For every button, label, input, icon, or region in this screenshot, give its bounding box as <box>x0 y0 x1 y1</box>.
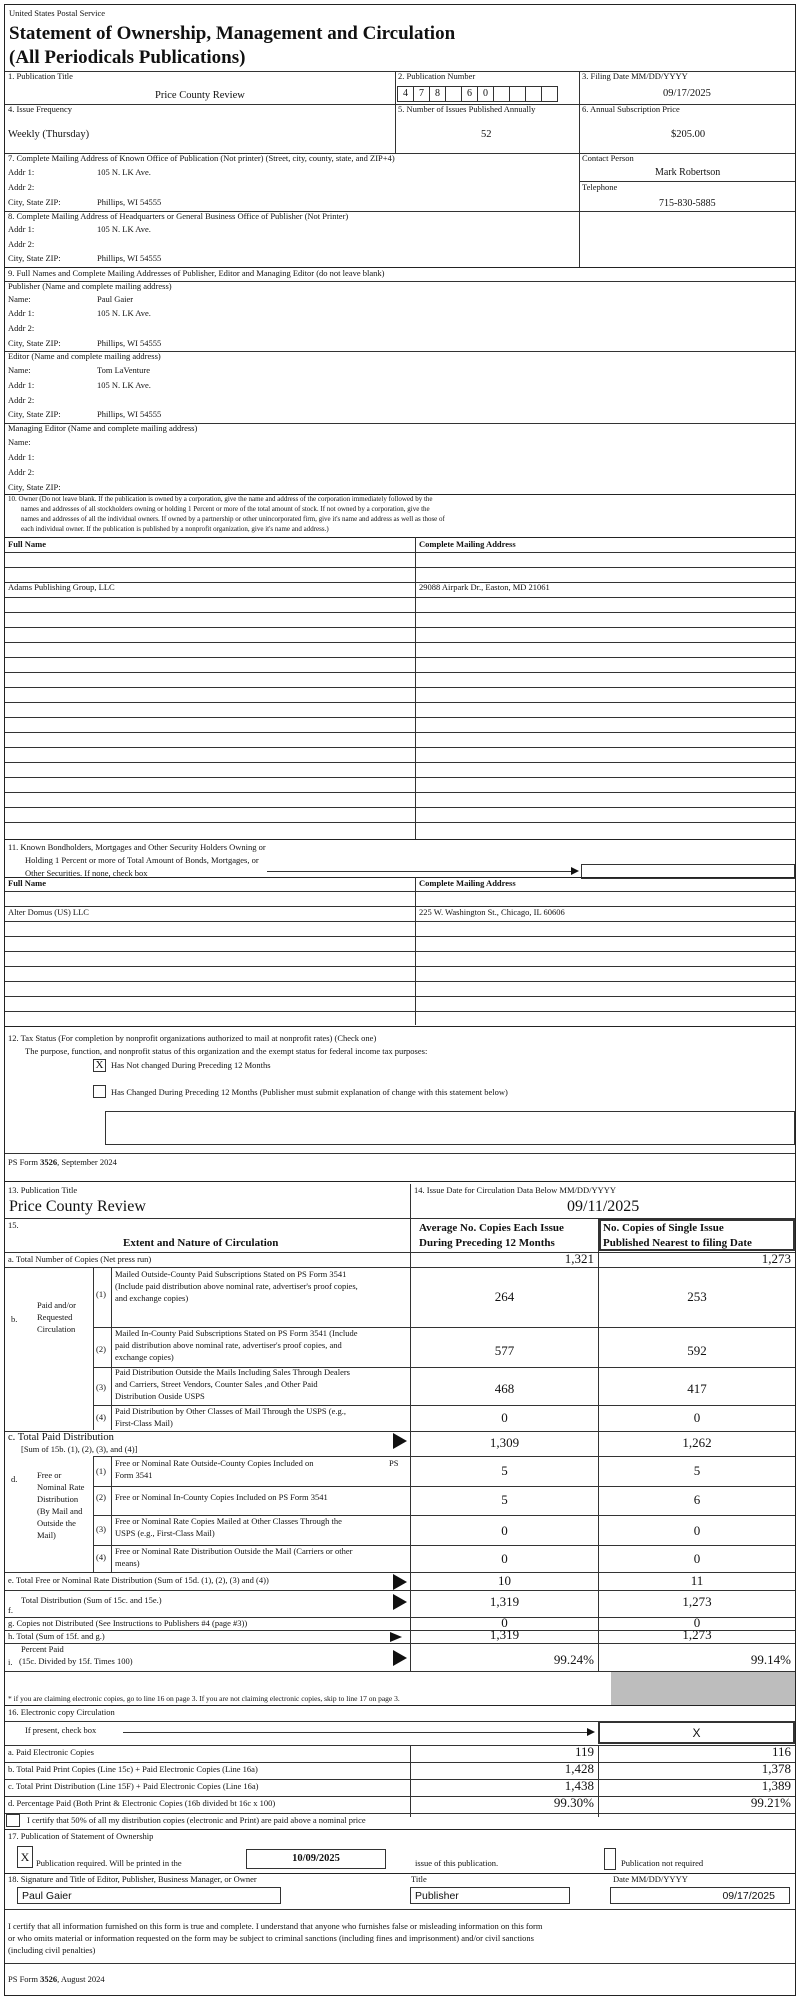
sec9-label: 9. Full Names and Complete Mailing Addresses of Publisher, Editor and Managing Editor (do not leave blank) <box>8 268 385 278</box>
phone-value: 715-830-5885 <box>659 198 716 209</box>
table-rule <box>5 807 795 808</box>
row-c-label: c. Total Paid Distribution <box>8 1432 114 1443</box>
table-rule <box>5 792 795 793</box>
col-single-heading-1: No. Copies of Single Issue <box>603 1222 724 1234</box>
publisher-city: Phillips, WI 54555 <box>97 338 162 348</box>
pub-number-digit: 6 <box>461 86 478 102</box>
publication-not-required-text: Publication not required <box>621 1858 704 1868</box>
pub-title-value: Price County Review <box>155 90 245 101</box>
form-title: Statement of Ownership, Management and Circulation <box>9 23 456 44</box>
sec10-note-3: names and addresses of all the individual owners. If owned by a partnership or other unincorporated firm, give it's name and address as well as those of <box>21 515 445 523</box>
sec8-city-label: City, State ZIP: <box>8 253 61 263</box>
row-f-letter: f. <box>8 1605 13 1615</box>
d1-line2: Form 3541 <box>115 1470 153 1480</box>
d1-ps: PS <box>389 1458 399 1468</box>
row-i-label-2: (15c. Divided by 15f. Times 100) <box>19 1656 133 1666</box>
sec8-addr1: 105 N. LK Ave. <box>97 224 151 234</box>
table-rule <box>5 687 795 688</box>
editor-name: Tom LaVenture <box>97 365 150 375</box>
contact-value: Mark Robertson <box>655 167 721 178</box>
row-f-avg: 1,319 <box>489 1594 520 1609</box>
table-rule <box>5 951 795 952</box>
sec17-label: 17. Publication of Statement of Ownership <box>8 1831 154 1841</box>
sec11-label-1: 11. Known Bondholders, Mortgages and Other Security Holders Owning or <box>8 842 266 852</box>
footer2-form: PS Form <box>8 1974 41 1984</box>
certification-line-1: I certify that all information furnished on this form is true and complete. I understand that anyone who furnishes false or misleading information on this form <box>8 1921 543 1931</box>
publisher-name-label: Name: <box>8 294 31 304</box>
row-h-label: h. Total (Sum of 15f. and g.) <box>8 1631 105 1641</box>
sec12-label: 12. Tax Status (For completion by nonprofit organizations authorized to mail at nonprofit rates) (Check one) <box>8 1033 377 1043</box>
e-row-b-single: 1,378 <box>761 1761 791 1776</box>
row-c-sub: [Sum of 15b. (1), (2), (3), and (4)] <box>21 1444 138 1454</box>
b2-single: 592 <box>687 1343 707 1358</box>
row-b-group-3: Circulation <box>37 1324 76 1334</box>
table-rule <box>5 582 795 583</box>
footer1-num: 3526 <box>40 1157 58 1167</box>
sec16-check-label: If present, check box <box>25 1725 97 1735</box>
table-rule <box>5 672 795 673</box>
d2-num: (2) <box>96 1492 106 1502</box>
publisher-addr1-label: Addr 1: <box>8 308 35 318</box>
row-d-letter: d. <box>11 1474 18 1484</box>
row-f-label: Total Distribution (Sum of 15c. and 15e.) <box>21 1595 162 1605</box>
signer-field[interactable]: Paul Gaier <box>17 1887 281 1904</box>
issues-annually-label: 5. Number of Issues Published Annually <box>398 104 536 114</box>
pub-number-label: 2. Publication Number <box>398 71 476 81</box>
phone-label: Telephone <box>582 182 618 192</box>
sec8-addr2-label: Addr 2: <box>8 239 35 249</box>
pub-title-label: 1. Publication Title <box>8 71 73 81</box>
e-row-d-label: d. Percentage Paid (Both Print & Electronic Copies (16b divided bt 16c x 100) <box>8 1798 276 1808</box>
b3-line1: Paid Distribution Outside the Mails Including Sales Through Dealers <box>115 1367 350 1377</box>
holder-col-addr: Complete Mailing Address <box>419 878 516 888</box>
d4-line2: means) <box>115 1558 140 1568</box>
pub-number-digit: 8 <box>429 86 446 102</box>
row-d-group-5: Outside the <box>37 1518 76 1528</box>
b4-line1: Paid Distribution by Other Classes of Mail Through the USPS (e.g., <box>115 1406 346 1416</box>
sec15-heading: Extent and Nature of Circulation <box>123 1237 279 1249</box>
row-b-group-2: Requested <box>37 1312 73 1322</box>
publication-required-text: Publication required. Will be printed in the <box>36 1858 182 1868</box>
e-row-b-avg: 1,428 <box>564 1761 594 1776</box>
sec10-note-1: 10. Owner (Do not leave blank. If the publication is owned by a corporation, give the name and address of the corporation immediately followed by the <box>8 495 433 503</box>
issue-text: issue of this publication. <box>415 1858 499 1868</box>
sec7-city: Phillips, WI 54555 <box>97 197 162 207</box>
footer-form-sept <box>8 1158 117 1168</box>
row-c-single: 1,262 <box>682 1435 712 1450</box>
filing-date-value: 09/17/2025 <box>663 88 711 99</box>
sec12-line2: The purpose, function, and nonprofit status of this organization and the exempt status for federal income tax purposes: <box>25 1046 428 1056</box>
d3-single: 0 <box>693 1523 701 1538</box>
footer-form-aug <box>8 1975 105 1985</box>
form-subtitle: (All Periodicals Publications) <box>9 47 246 68</box>
b3-single: 417 <box>687 1381 707 1396</box>
signer-date-field[interactable]: 09/17/2025 <box>610 1887 790 1904</box>
tax-changed-checkbox[interactable] <box>93 1085 106 1098</box>
d4-line1: Free or Nominal Rate Distribution Outside the Mail (Carriers or other <box>115 1546 353 1556</box>
subscription-price-label: 6. Annual Subscription Price <box>582 104 680 114</box>
managing-heading: Managing Editor (Name and complete mailing address) <box>8 423 198 433</box>
table-rule <box>5 921 795 922</box>
d2-line1: Free or Nominal In-County Copies Included on PS Form 3541 <box>115 1492 328 1502</box>
e-row-d-avg: 99.30% <box>553 1795 594 1810</box>
e-row-d-single: 99.21% <box>750 1795 791 1810</box>
row-e-single: 11 <box>690 1573 704 1588</box>
certification-line-3: (including civil penalties) <box>8 1945 96 1955</box>
publisher-addr2-label: Addr 2: <box>8 323 35 333</box>
sec15-label: 15. <box>8 1220 19 1230</box>
publisher-name: Paul Gaier <box>97 294 134 304</box>
d1-single: 5 <box>693 1463 701 1478</box>
e-row-a-avg: 119 <box>574 1744 594 1759</box>
d4-num: (4) <box>96 1552 106 1562</box>
issue-frequency-label: 4. Issue Frequency <box>8 104 72 114</box>
pub-number-digit <box>445 86 462 102</box>
table-rule <box>5 996 795 997</box>
b2-avg: 577 <box>494 1343 515 1358</box>
e-row-c-avg: 1,438 <box>564 1778 594 1793</box>
b3-line3: Distribution Ouside USPS <box>115 1391 205 1401</box>
arrow-icon <box>393 1650 407 1666</box>
b4-line2: First-Class Mail) <box>115 1418 173 1428</box>
pub-number-digit: 7 <box>413 86 430 102</box>
row-i-avg: 99.24% <box>553 1652 594 1667</box>
b3-line2: and Carriers, Street Vendors, Counter Sales ,and Other Paid <box>115 1379 318 1389</box>
row-b-letter: b. <box>11 1314 18 1324</box>
row-h-avg: 1,319 <box>489 1627 520 1642</box>
sec16-label: 16. Electronic copy Circulation <box>8 1707 115 1717</box>
certify-50-checkbox[interactable] <box>6 1814 20 1827</box>
row-g-label: g. Copies not Distributed (See Instructions to Publishers #4 (page #3)) <box>8 1618 248 1628</box>
table-rule <box>5 747 795 748</box>
table-rule <box>5 732 795 733</box>
sec7-city-label: City, State ZIP: <box>8 197 61 207</box>
publisher-addr1: 105 N. LK Ave. <box>97 308 151 318</box>
publisher-heading: Publisher (Name and complete mailing address) <box>8 281 172 291</box>
editor-city-label: City, State ZIP: <box>8 409 61 419</box>
table-rule <box>5 936 795 937</box>
e-row-a-single: 116 <box>771 1744 791 1759</box>
issue-frequency-value: Weekly (Thursday) <box>8 129 90 140</box>
row-d-group-1: Free or <box>37 1470 62 1480</box>
d1-avg: 5 <box>501 1463 508 1478</box>
holder-col-name: Full Name <box>8 878 47 888</box>
b2-line2: paid distribution above nominal rate, advertiser's proof copies, and <box>115 1340 342 1350</box>
pub-number-digit <box>493 86 510 102</box>
table-rule <box>5 1011 795 1012</box>
managing-addr2-label: Addr 2: <box>8 467 35 477</box>
table-rule <box>5 822 795 823</box>
tax-explanation-box[interactable] <box>105 1111 795 1145</box>
sec8-addr1-label: Addr 1: <box>8 224 35 234</box>
table-rule <box>5 702 795 703</box>
editor-heading: Editor (Name and complete mailing address) <box>8 351 161 361</box>
row-d-group-3: Distribution <box>37 1494 79 1504</box>
d1-num: (1) <box>96 1466 106 1476</box>
publication-date-field[interactable]: 10/09/2025 <box>246 1849 386 1869</box>
b2-line3: exchange copies) <box>115 1352 174 1362</box>
e-row-c-label: c. Total Print Distribution (Line 15F) + Paid Electronic Copies (Line 16a) <box>8 1781 259 1791</box>
date-label: Date MM/DD/YYYY <box>613 1874 688 1884</box>
sec18-label: 18. Signature and Title of Editor, Publisher, Business Manager, or Owner <box>8 1874 257 1884</box>
tax-changed-label: Has Changed During Preceding 12 Months (Publisher must submit explanation of change with this statement below) <box>111 1087 508 1097</box>
pub-number-digit <box>541 86 558 102</box>
row-a-single: 1,273 <box>761 1251 791 1266</box>
row-i-letter: i. <box>8 1657 13 1667</box>
d1-line1: Free or Nominal Rate Outside-County Copies Included on <box>115 1458 314 1468</box>
filing-date-label: 3. Filing Date MM/DD/YYYY <box>582 71 688 81</box>
d3-avg: 0 <box>501 1523 508 1538</box>
table-rule <box>5 627 795 628</box>
row-c-avg: 1,309 <box>489 1435 520 1450</box>
sec10-note-4: each individual owner. If the publication is published by a nonprofit organization, give it's name and address.) <box>21 525 329 533</box>
shaded-cell <box>611 1672 795 1705</box>
b2-num: (2) <box>96 1344 106 1354</box>
d2-avg: 5 <box>501 1492 508 1507</box>
arrow-icon <box>393 1574 407 1590</box>
table-rule <box>5 762 795 763</box>
agency-name: United States Postal Service <box>9 8 106 18</box>
table-rule <box>5 642 795 643</box>
footer2-date: , August 2024 <box>57 1974 105 1984</box>
row-e-label: e. Total Free or Nominal Rate Distribution (Sum of 15d. (1), (2), (3) and (4)) <box>8 1575 269 1585</box>
sec14-label: 14. Issue Date for Circulation Data Below MM/DD/YYYY <box>414 1185 617 1195</box>
electronic-copies-checkbox[interactable]: X <box>598 1721 795 1744</box>
pub-number-digit <box>509 86 526 102</box>
b1-line3: and exchange copies) <box>115 1293 189 1303</box>
holder-address: 225 W. Washington St., Chicago, IL 60606 <box>419 907 565 917</box>
d4-avg: 0 <box>501 1551 508 1566</box>
arrow-icon <box>393 1594 407 1610</box>
certify-50-text: I certify that 50% of all my distribution copies (electronic and Print) are paid above a nominal price <box>27 1815 366 1825</box>
managing-addr1-label: Addr 1: <box>8 452 35 462</box>
tax-not-changed-checkbox[interactable]: X <box>93 1059 106 1072</box>
b1-avg: 264 <box>494 1289 515 1304</box>
col-avg-heading-1: Average No. Copies Each Issue <box>419 1222 564 1234</box>
row-e-avg: 10 <box>498 1573 511 1588</box>
footer2-num: 3526 <box>40 1974 58 1984</box>
e-row-a-label: a. Paid Electronic Copies <box>8 1747 94 1757</box>
footer1-form: PS Form <box>8 1157 41 1167</box>
b4-single: 0 <box>693 1410 701 1425</box>
sec13-value: Price County Review <box>9 1198 146 1215</box>
row-h-single: 1,273 <box>682 1627 712 1642</box>
sec13-label: 13. Publication Title <box>8 1185 78 1195</box>
owner-col-name: Full Name <box>8 539 47 549</box>
table-rule <box>5 657 795 658</box>
table-rule <box>5 597 795 598</box>
row-i-label-1: Percent Paid <box>21 1644 64 1654</box>
sec7-addr1-label: Addr 1: <box>8 167 35 177</box>
b3-num: (3) <box>96 1382 106 1392</box>
table-rule <box>5 966 795 967</box>
col-single-heading-2: Published Nearest to filing Date <box>603 1237 752 1249</box>
sec14-value: 09/11/2025 <box>567 1198 640 1215</box>
d3-line2: USPS (e.g., First-Class Mail) <box>115 1528 215 1538</box>
pub-number-digit <box>525 86 542 102</box>
sec10-note-2: names and addresses of all stockholders owning or holding 1 Percent or more of the total amount of stock. If not owned by a corporation, give the <box>21 505 430 513</box>
editor-name-label: Name: <box>8 365 31 375</box>
row-f-single: 1,273 <box>682 1594 712 1609</box>
d4-single: 0 <box>693 1551 701 1566</box>
arrow-icon <box>393 1433 407 1449</box>
sec7-label: 7. Complete Mailing Address of Known Office of Publication (Not printer) (Street, city, county, state, and ZIP+4) <box>8 153 395 163</box>
sec15-note: * if you are claiming electronic copies, go to line 16 on page 3. If you are not claiming electronic copies, skip to line 17 on page 3. <box>8 1694 400 1703</box>
contact-label: Contact Person <box>582 153 634 163</box>
owner-address: 29088 Airpark Dr., Easton, MD 21061 <box>419 582 550 592</box>
publication-not-required-checkbox[interactable] <box>604 1848 616 1870</box>
table-rule <box>5 567 795 568</box>
editor-addr2-label: Addr 2: <box>8 395 35 405</box>
sec11-label-3: Other Securities. If none, check box <box>25 868 148 878</box>
row-g-avg: 0 <box>501 1615 508 1630</box>
sec7-addr1: 105 N. LK Ave. <box>97 167 151 177</box>
d3-num: (3) <box>96 1524 106 1534</box>
b1-line2: (Include paid distribution above nominal rate, advertiser's proof copies, <box>115 1281 358 1291</box>
managing-name-label: Name: <box>8 437 31 447</box>
editor-addr1-label: Addr 1: <box>8 380 35 390</box>
publication-required-checkbox[interactable]: X <box>17 1846 33 1868</box>
sec8-city: Phillips, WI 54555 <box>97 253 162 263</box>
row-a-label: a. Total Number of Copies (Net press run) <box>8 1254 152 1264</box>
b2-line1: Mailed In-County Paid Subscriptions Stated on PS Form 3541 (Include <box>115 1328 358 1338</box>
table-rule <box>5 891 795 892</box>
owner-name: Adams Publishing Group, LLC <box>8 582 115 592</box>
e-row-b-label: b. Total Paid Print Copies (Line 15c) + Paid Electronic Copies (Line 16a) <box>8 1764 258 1774</box>
row-a-avg: 1,321 <box>564 1251 594 1266</box>
issues-annually-value: 52 <box>481 129 492 140</box>
pub-number-digit: 0 <box>477 86 494 102</box>
managing-city-label: City, State ZIP: <box>8 482 61 492</box>
form-page <box>4 4 796 1996</box>
tax-not-changed-label: Has Not changed During Preceding 12 Months <box>111 1060 271 1070</box>
row-d-group-6: Mail) <box>37 1530 56 1540</box>
row-d-group-2: Nominal Rate <box>37 1482 85 1492</box>
table-rule <box>5 777 795 778</box>
signer-title-field[interactable]: Publisher <box>410 1887 570 1904</box>
sec11-label-2: Holding 1 Percent or more of Total Amount of Bonds, Mortgages, or <box>25 855 259 865</box>
arrow-icon <box>587 1728 595 1736</box>
b4-num: (4) <box>96 1412 106 1422</box>
table-rule <box>5 981 795 982</box>
row-b-group-1: Paid and/or <box>37 1300 76 1310</box>
editor-city: Phillips, WI 54555 <box>97 409 162 419</box>
row-i-single: 99.14% <box>750 1652 791 1667</box>
publisher-city-label: City, State ZIP: <box>8 338 61 348</box>
arrow-icon <box>571 867 579 875</box>
b1-num: (1) <box>96 1289 106 1299</box>
b3-avg: 468 <box>494 1381 515 1396</box>
col-avg-heading-2: During Preceding 12 Months <box>419 1237 555 1249</box>
holder-name: Alter Domus (US) LLC <box>8 907 89 917</box>
table-rule <box>5 552 795 553</box>
sec8-label: 8. Complete Mailing Address of Headquarters or General Business Office of Publisher (Not Printer) <box>8 211 349 221</box>
b1-single: 253 <box>687 1289 707 1304</box>
pub-number-digit: 4 <box>397 86 414 102</box>
sec7-addr2-label: Addr 2: <box>8 182 35 192</box>
b1-line1: Mailed Outside-County Paid Subscriptions Stated on PS Form 3541 <box>115 1269 347 1279</box>
table-rule <box>5 906 795 907</box>
row-d-group-4: (By Mail and <box>37 1506 83 1516</box>
editor-addr1: 105 N. LK Ave. <box>97 380 151 390</box>
row-g-single: 0 <box>693 1615 701 1630</box>
e-row-c-single: 1,389 <box>761 1778 791 1793</box>
d3-line1: Free or Nominal Rate Copies Mailed at Other Classes Through the <box>115 1516 342 1526</box>
table-rule <box>5 717 795 718</box>
d2-single: 6 <box>693 1492 701 1507</box>
owner-col-addr: Complete Mailing Address <box>419 539 516 549</box>
table-rule <box>5 612 795 613</box>
arrow-icon <box>390 1632 402 1642</box>
footer1-date: , September 2024 <box>57 1157 117 1167</box>
title-label: Title <box>411 1874 427 1884</box>
certification-line-2: or who omits material or information requested on the form may be subject to criminal sanctions (including fines and imprisonment) and/or civil sanctions <box>8 1933 534 1943</box>
b4-avg: 0 <box>501 1410 508 1425</box>
subscription-price-value: $205.00 <box>671 129 706 140</box>
